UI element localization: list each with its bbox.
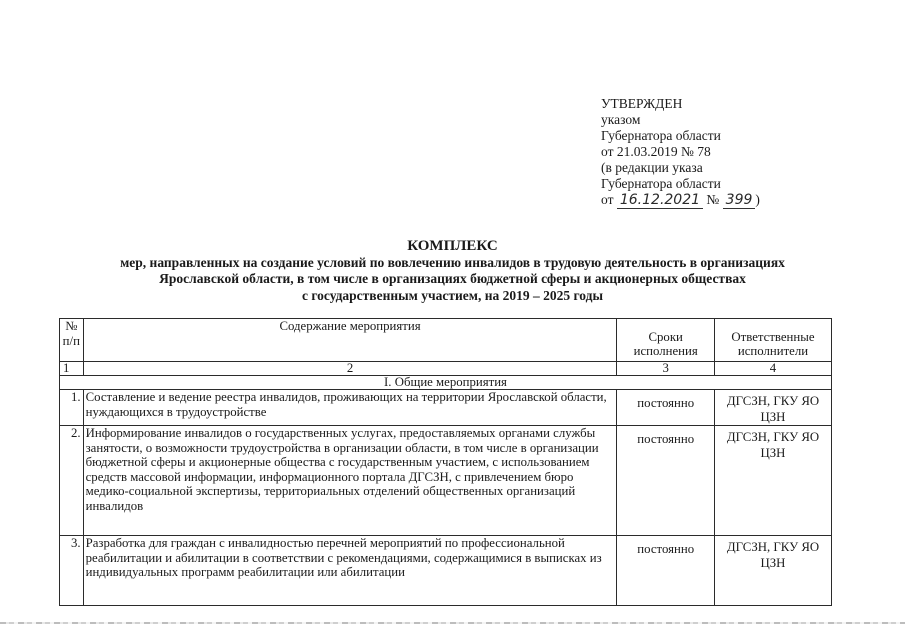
column-number: 1	[60, 362, 84, 376]
header-num: № п/п	[60, 319, 84, 362]
approval-date-line	[601, 192, 760, 209]
handwritten-number: 399	[723, 193, 756, 209]
title-line-2: Ярославской области, в том числе в организациях бюджетной сферы и акционерных обществах	[159, 271, 746, 286]
column-number: 2	[83, 362, 617, 376]
section-row	[60, 376, 832, 390]
scan-edge-artifact	[0, 622, 905, 624]
row-responsible: ДГСЗН, ГКУ ЯО ЦЗН	[714, 426, 831, 536]
table-row	[60, 390, 832, 426]
row-number: 2.	[60, 426, 84, 536]
row-terms: постоянно	[617, 390, 715, 426]
approval-line-4: от 21.03.2019 № 78	[601, 144, 711, 159]
title-line-3: с государственным участием, на 2019 – 2025 годы	[301, 287, 604, 303]
approval-line-6: Губернатора области	[601, 176, 721, 191]
row-number: 1.	[60, 390, 84, 426]
row-content: Составление и ведение реестра инвалидов, проживающих на территории Ярославской области, нуждающихся в трудоустройстве	[83, 390, 617, 426]
table-row	[60, 426, 832, 536]
row-number: 3.	[60, 536, 84, 606]
document-title	[30, 238, 875, 304]
number-prefix: №	[706, 192, 720, 207]
title-main: КОМПЛЕКС	[407, 238, 498, 254]
row-terms: постоянно	[617, 426, 715, 536]
title-line-1: мер, направленных на создание условий по вовлечению инвалидов в трудовую деятельность в организациях	[120, 254, 785, 270]
header-content: Содержание мероприятия	[83, 319, 617, 362]
column-number: 3	[617, 362, 715, 376]
section-title: I. Общие мероприятия	[60, 376, 832, 390]
approval-stamp	[601, 96, 760, 209]
header-responsible: Ответственные исполнители	[714, 319, 831, 362]
measures-table	[59, 318, 832, 606]
row-responsible: ДГСЗН, ГКУ ЯО ЦЗН	[714, 536, 831, 606]
approval-line-2: указом	[601, 112, 641, 127]
close-paren: )	[755, 192, 760, 207]
header-terms: Сроки исполнения	[617, 319, 715, 362]
approval-line-1: УТВЕРЖДЕН	[601, 96, 683, 111]
column-numbers-row	[60, 362, 832, 376]
date-prefix: от	[601, 192, 614, 207]
table-header-row	[60, 319, 832, 362]
row-content: Информирование инвалидов о государственных услугах, предоставляемых органами службы занятости, о возможности трудоустройства в организации области, в том числе в организации бюджетной сферы и акционерные общества с государственным участием, с использованием средств массовой информации, информационного портала ДГСЗН, с привлечением бюро медико-социальной экспертизы, территориальных отделений общественных организаций инвалидов	[83, 426, 617, 536]
column-number: 4	[714, 362, 831, 376]
row-terms: постоянно	[617, 536, 715, 606]
row-responsible: ДГСЗН, ГКУ ЯО ЦЗН	[714, 390, 831, 426]
table-row	[60, 536, 832, 606]
row-content: Разработка для граждан с инвалидностью перечней мероприятий по профессиональной реабилитации и абилитации в соответствии с рекомендациями, содержащимися в выписках из индивидуальных программ реабилитации или абилитации	[83, 536, 617, 606]
approval-line-3: Губернатора области	[601, 128, 721, 143]
handwritten-date: 16.12.2021	[617, 193, 703, 209]
approval-line-5: (в редакции указа	[601, 160, 703, 175]
